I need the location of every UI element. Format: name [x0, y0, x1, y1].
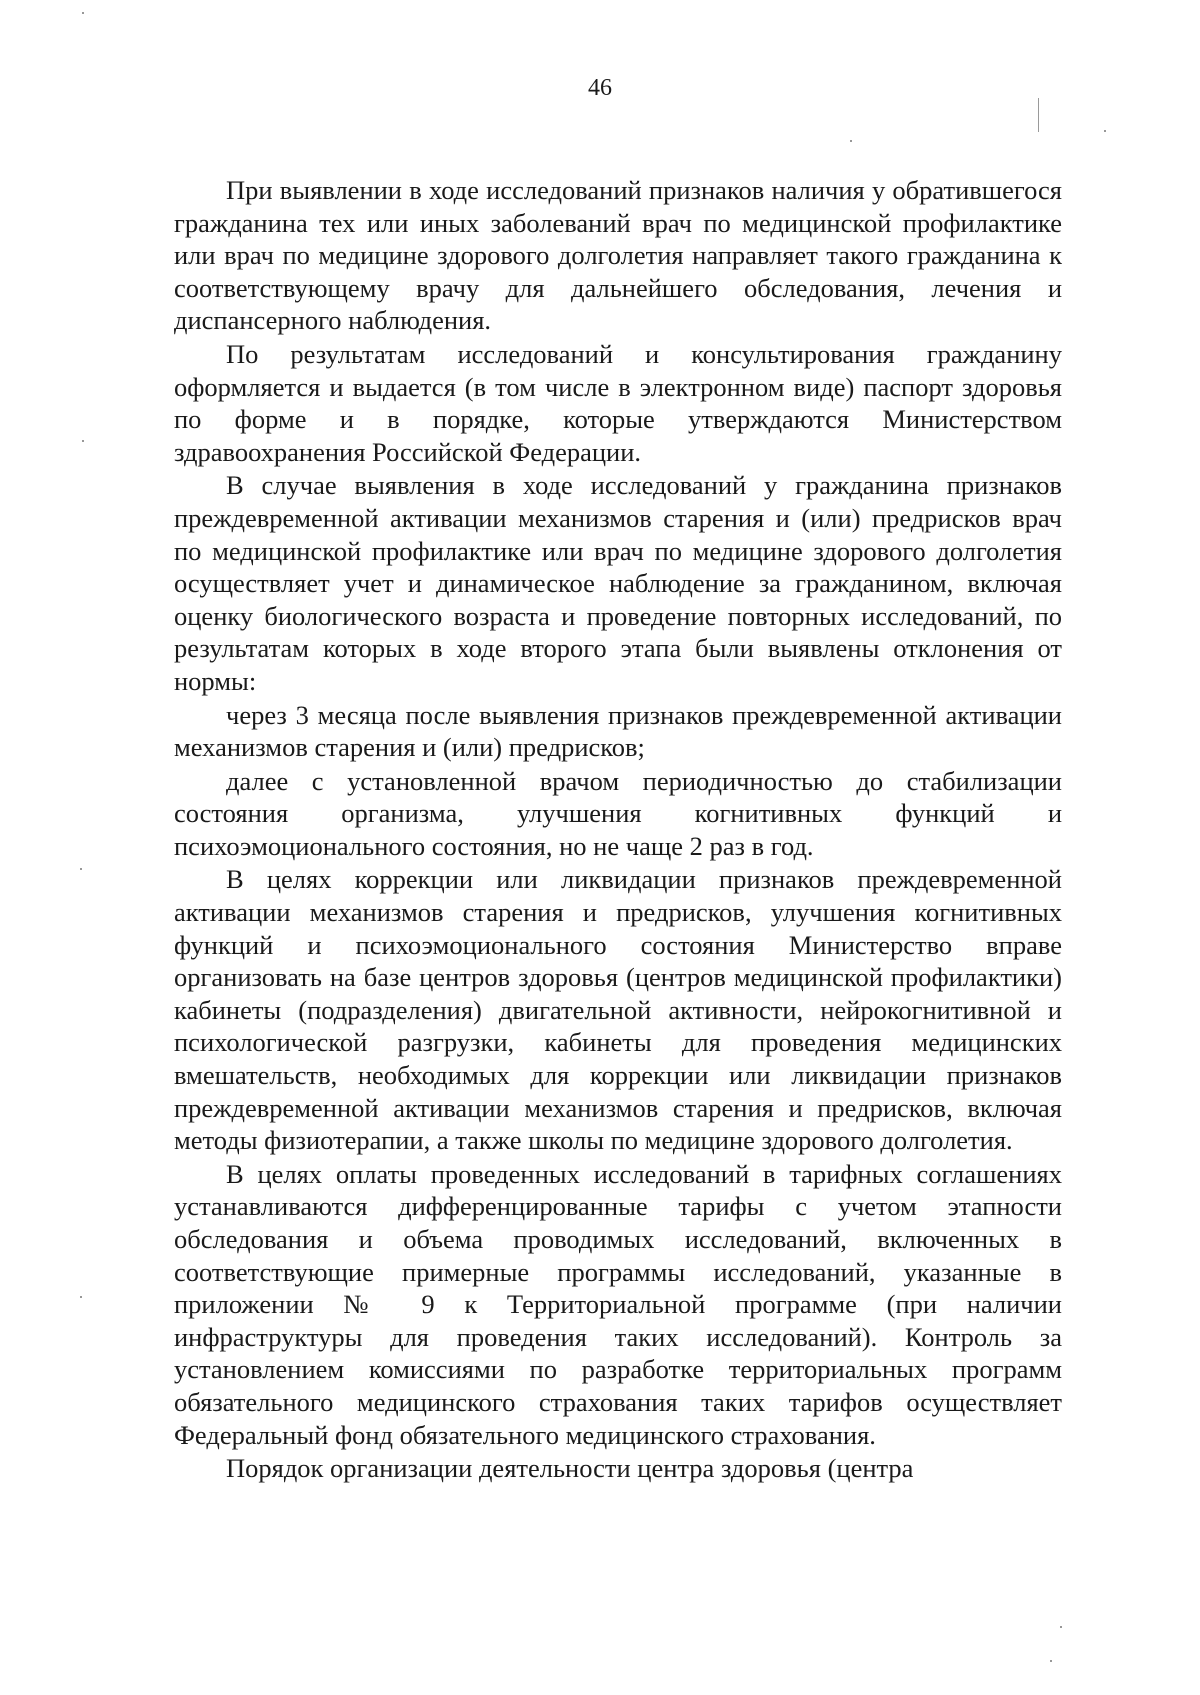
scan-speck [1050, 1660, 1052, 1662]
scan-speck [1060, 1626, 1062, 1628]
paragraph-referral: При выявлении в ходе исследований признаков наличия у обратившегося гражданина тех или иных заболеваний врач по медицинской профилактике или врач по медицине здорового долголетия направляет такого гражданина к соответствующему врачу для дальнейшего обследования, лечения и диспансерного наблюдения. [174, 175, 1062, 336]
paragraph-list-item-periodicity: далее с установленной врачом периодичностью до стабилизации состояния организма, улучшения когнитивных функций и психоэмоционального состояния, но не чаще 2 раз в год. [174, 765, 1062, 861]
scan-speck [80, 1296, 82, 1298]
paragraph-tariffs: В целях оплаты проведенных исследований в тарифных соглашениях устанавливаются дифференцированные тарифы с учетом этапности обследования и объема проводимых исследований, включенных в соответствующие примерные программы исследований, указанные в приложении № 9 к Территориальной программе (при наличии инфраструктуры для проведения таких исследований). Контроль за установлением комиссиями по разработке территориальных программ обязательного медицинского страхования таких тарифов осуществляет Федеральный фонд обязательного медицинского страхования. [174, 1158, 1062, 1450]
scan-speck [80, 868, 82, 870]
scan-speck [82, 440, 84, 442]
paragraph-correction-offices: В целях коррекции или ликвидации признаков преждевременной активации механизмов старения и предрисков, улучшения когнитивных функций и психоэмоционального состояния Министерство вправе организовать на базе центров здоровья (центров медицинской профилактики) кабинеты (подразделения) двигательной активности, нейрокогнитивной и психологической разгрузки, кабинеты для проведения медицинских вмешательств, необходимых для коррекции или ликвидации признаков преждевременной активации механизмов старения и предрисков, включая методы физиотерапии, а также школы по медицине здорового долголетия. [174, 864, 1062, 1156]
paragraph-list-item-3-months: через 3 месяца после выявления признаков преждевременной активации механизмов старения и (или) предрисков; [174, 699, 1062, 763]
paragraph-organization-order: Порядок организации деятельности центра здоровья (центра [226, 1453, 914, 1484]
scan-line [1038, 98, 1039, 132]
scan-speck [850, 140, 852, 142]
scan-speck [1104, 130, 1106, 132]
paragraph-health-passport: По результатам исследований и консультирования гражданину оформляется и выдается (в том числе в электронном виде) паспорт здоровья по форме и в порядке, которые утверждаются Министерством здравоохранения Российской Федерации. [174, 338, 1062, 467]
page-number: 46 [588, 75, 612, 101]
document-body [174, 174, 1062, 1485]
paragraph-premature-aging-monitoring: В случае выявления в ходе исследований у гражданина признаков преждевременной активации механизмов старения и (или) предрисков врач по медицинской профилактике или врач по медицине здорового долголетия осуществляет учет и динамическое наблюдение за гражданином, включая оценку биологического возраста и проведение повторных исследований, по результатам которых в ходе второго этапа были выявлены отклонения от нормы: [174, 470, 1062, 696]
scan-speck [82, 12, 84, 14]
